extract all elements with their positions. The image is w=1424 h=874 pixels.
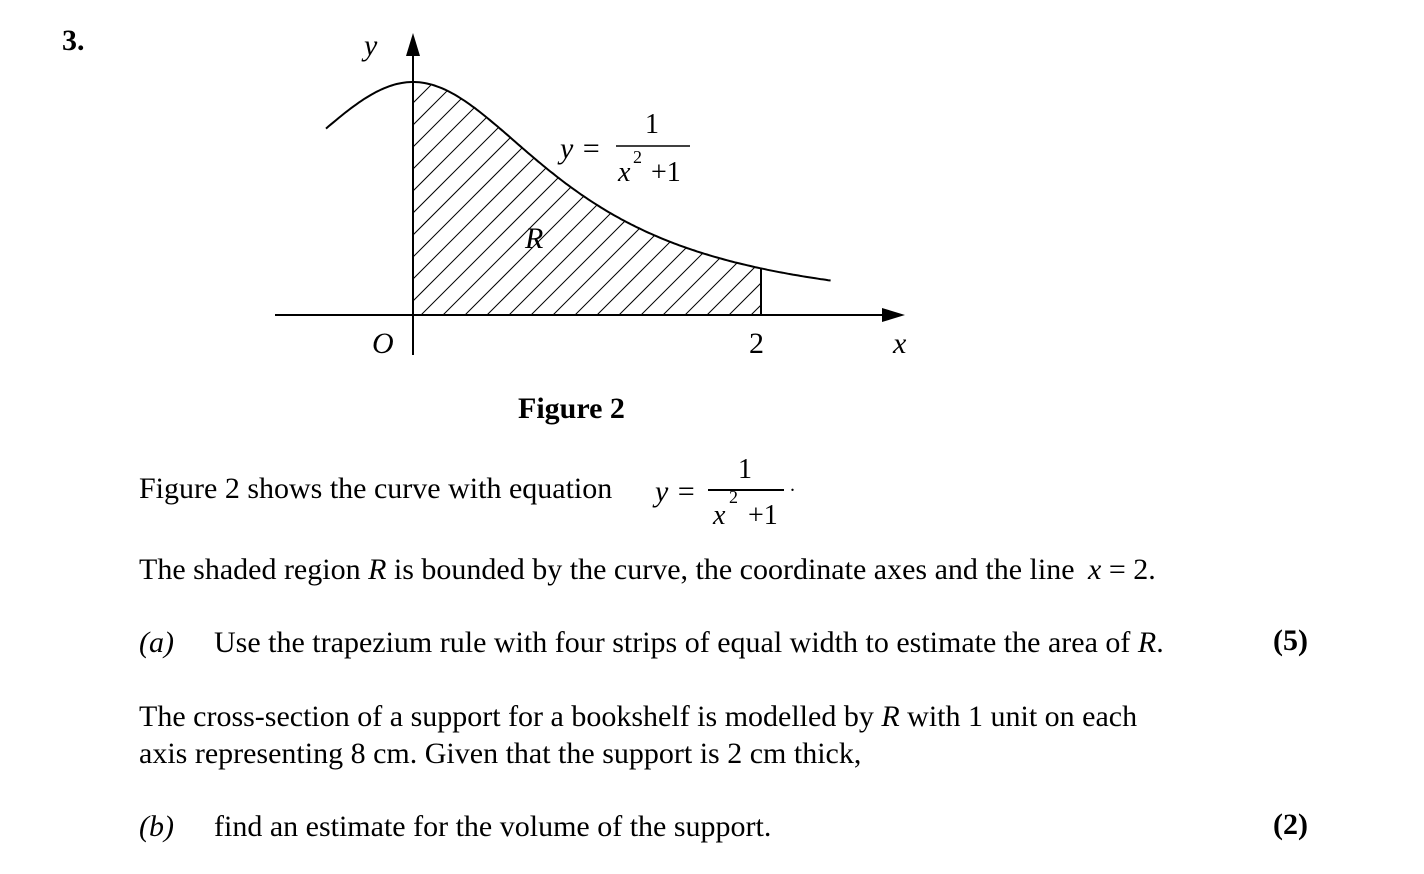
hatch-line	[795, 55, 1055, 315]
hatch-line	[905, 55, 1165, 315]
hatch-line	[663, 55, 923, 315]
part-b-text: find an estimate for the volume of the support.	[214, 810, 772, 843]
hatch-line	[311, 55, 571, 315]
hatch-line	[707, 55, 967, 315]
part-a-end: .	[1156, 626, 1164, 659]
intro-eq-fraction-bar	[708, 489, 784, 491]
intro-text: Figure 2 shows the curve with equation	[139, 472, 613, 505]
context-line1-a: The cross-section of a support for a bookshelf is modelled by	[139, 700, 874, 733]
hatch-line	[1015, 55, 1275, 315]
region-sentence-R: R	[368, 553, 387, 586]
hatch-line	[377, 55, 637, 315]
curve-label-den-base: x	[618, 157, 631, 188]
hatch-line	[1103, 55, 1363, 315]
curve	[326, 82, 831, 281]
hatch-line	[179, 55, 439, 315]
part-b-marks: (2)	[1273, 808, 1308, 841]
origin-label: O	[372, 327, 394, 360]
region-sentence-eq-rest: = 2.	[1108, 553, 1156, 586]
hatch-line	[839, 55, 1099, 315]
curve-label-lhs: y =	[560, 132, 602, 165]
shaded-region	[113, 55, 1363, 315]
hatch-line	[949, 55, 1209, 315]
hatch-line	[751, 55, 1011, 315]
hatch-line	[971, 55, 1231, 315]
hatch-line	[509, 55, 769, 315]
region-sentence-part1: The shaded region	[139, 553, 361, 586]
hatch-line	[355, 55, 615, 315]
hatch-line	[465, 55, 725, 315]
hatch-line	[245, 55, 505, 315]
curve-label-numerator: 1	[645, 109, 659, 140]
hatch-line	[685, 55, 945, 315]
context-line-2: axis representing 8 cm. Given that the support is 2 cm thick,	[139, 737, 862, 770]
hatch-line	[1037, 55, 1297, 315]
intro-eq-numerator: 1	[738, 454, 752, 485]
curve-label-den-rest: +1	[651, 157, 681, 188]
hatch-line	[993, 55, 1253, 315]
part-a-text-line	[214, 624, 1164, 661]
hatch-line	[597, 55, 857, 315]
region-label: R	[525, 222, 544, 255]
context-line1-b: with 1 unit on each	[907, 700, 1138, 733]
x-tick-label-2: 2	[749, 327, 764, 360]
part-a-text: Use the trapezium rule with four strips of equal width to estimate the area of	[214, 626, 1131, 659]
y-axis-arrow	[406, 33, 420, 56]
hatch-line	[729, 55, 989, 315]
intro-eq-lhs: y =	[655, 475, 697, 508]
part-b-label: (b)	[139, 810, 174, 843]
hatch-line	[773, 55, 1033, 315]
context-line1-R: R	[881, 700, 900, 733]
x-axis-arrow	[882, 308, 905, 322]
hatch-line	[421, 55, 681, 315]
hatch-line	[861, 55, 1121, 315]
hatch-line	[927, 55, 1187, 315]
hatch-line	[487, 55, 747, 315]
y-axis-label: y	[364, 29, 378, 62]
hatch-line	[883, 55, 1143, 315]
question-number: 3.	[62, 24, 85, 57]
part-a-marks: (5)	[1273, 624, 1308, 657]
hatch-line	[157, 55, 417, 315]
hatch-line	[113, 55, 373, 315]
hatch-line	[817, 55, 1077, 315]
hatch-line	[1059, 55, 1319, 315]
part-a-R: R	[1137, 626, 1157, 659]
hatch-line	[267, 55, 527, 315]
x-axis-label: x	[893, 327, 907, 360]
curve-label-den-exp: 2	[633, 147, 642, 167]
intro-end-punct: .	[790, 474, 795, 496]
hatch-line	[289, 55, 549, 315]
intro-eq-den-exp: 2	[729, 487, 738, 507]
hatch-line	[1081, 55, 1341, 315]
hatch-line	[223, 55, 483, 315]
context-line-1	[139, 698, 1137, 735]
hatch-line	[201, 55, 461, 315]
figure-2	[0, 0, 1424, 400]
region-sentence	[139, 551, 1156, 588]
hatch-line	[135, 55, 395, 315]
figure-caption: Figure 2	[518, 392, 625, 425]
hatch-line	[553, 55, 813, 315]
intro-eq-den-base: x	[713, 500, 726, 531]
intro-eq-den-rest: +1	[748, 500, 778, 531]
region-sentence-eq-var: x	[1088, 553, 1102, 586]
region-sentence-part2: is bounded by the curve, the coordinate axes and the line	[393, 553, 1075, 586]
part-a-label: (a)	[139, 626, 174, 659]
